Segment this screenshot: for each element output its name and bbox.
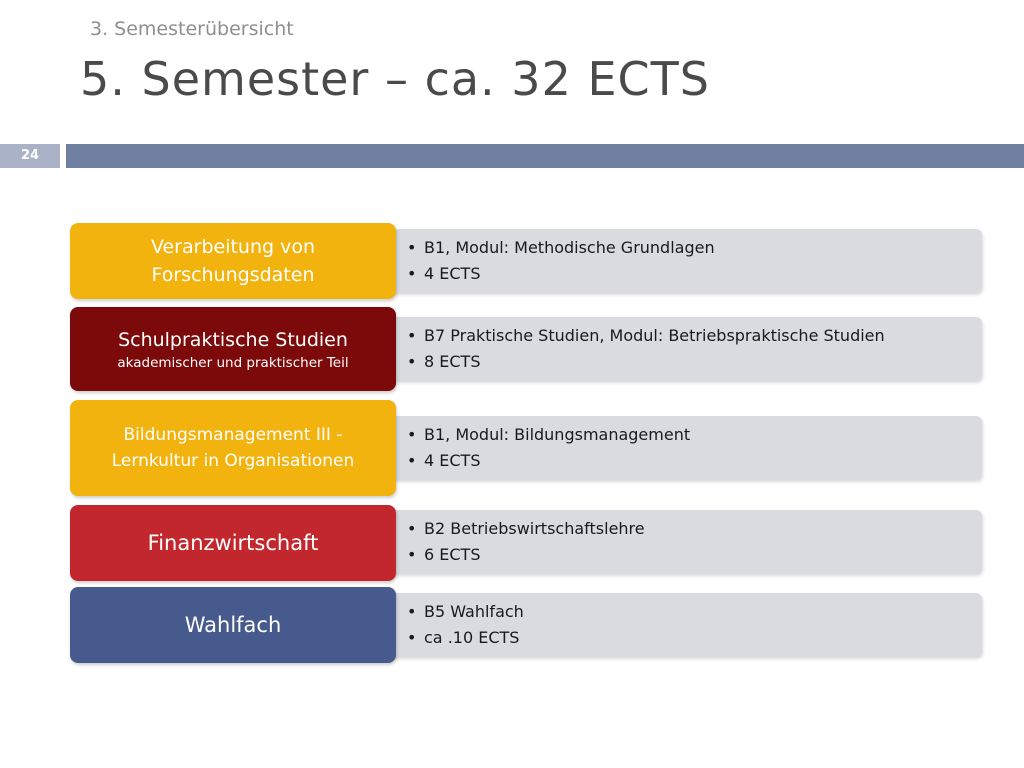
module-detail-item: • 4 ECTS <box>424 448 690 474</box>
module-detail-item: • B7 Praktische Studien, Modul: Betriebspraktische Studien <box>424 323 885 349</box>
module-title-box <box>70 400 396 496</box>
module-detail-list <box>404 599 524 651</box>
module-details <box>380 593 982 657</box>
slide-title: 5. Semester – ca. 32 ECTS <box>80 52 710 106</box>
module-details <box>380 317 982 381</box>
module-title-box <box>70 223 396 299</box>
module-subtitle: akademischer und praktischer Teil <box>117 355 349 371</box>
module-detail-item: • B5 Wahlfach <box>424 599 524 625</box>
module-detail-item: • 4 ECTS <box>424 261 715 287</box>
page-number: 24 <box>0 144 60 168</box>
module-detail-item: • 8 ECTS <box>424 349 885 375</box>
module-title-box <box>70 587 396 663</box>
module-title: Finanzwirtschaft <box>147 531 319 555</box>
module-title: Bildungsmanagement III - Lernkultur in Organisationen <box>111 425 355 471</box>
section-subtitle: 3. Semesterübersicht <box>90 18 294 40</box>
module-detail-list <box>404 422 690 474</box>
module-detail-item: • B1, Modul: Methodische Grundlagen <box>424 235 715 261</box>
module-detail-list <box>404 323 885 375</box>
module-detail-list <box>404 516 645 568</box>
module-details <box>380 229 982 293</box>
module-title: Verarbeitung von Forschungsdaten <box>150 236 316 286</box>
module-detail-item: • ca .10 ECTS <box>424 625 524 651</box>
module-detail-item: • B2 Betriebswirtschaftslehre <box>424 516 645 542</box>
module-title-box <box>70 307 396 391</box>
module-title: Wahlfach <box>184 613 282 637</box>
module-details <box>380 416 982 480</box>
module-detail-item: • B1, Modul: Bildungsmanagement <box>424 422 690 448</box>
module-title-box <box>70 505 396 581</box>
module-details <box>380 510 982 574</box>
module-title: Schulpraktische Studien <box>118 329 348 351</box>
header-bar <box>66 144 1024 168</box>
module-detail-list <box>404 235 715 287</box>
module-detail-item: • 6 ECTS <box>424 542 645 568</box>
